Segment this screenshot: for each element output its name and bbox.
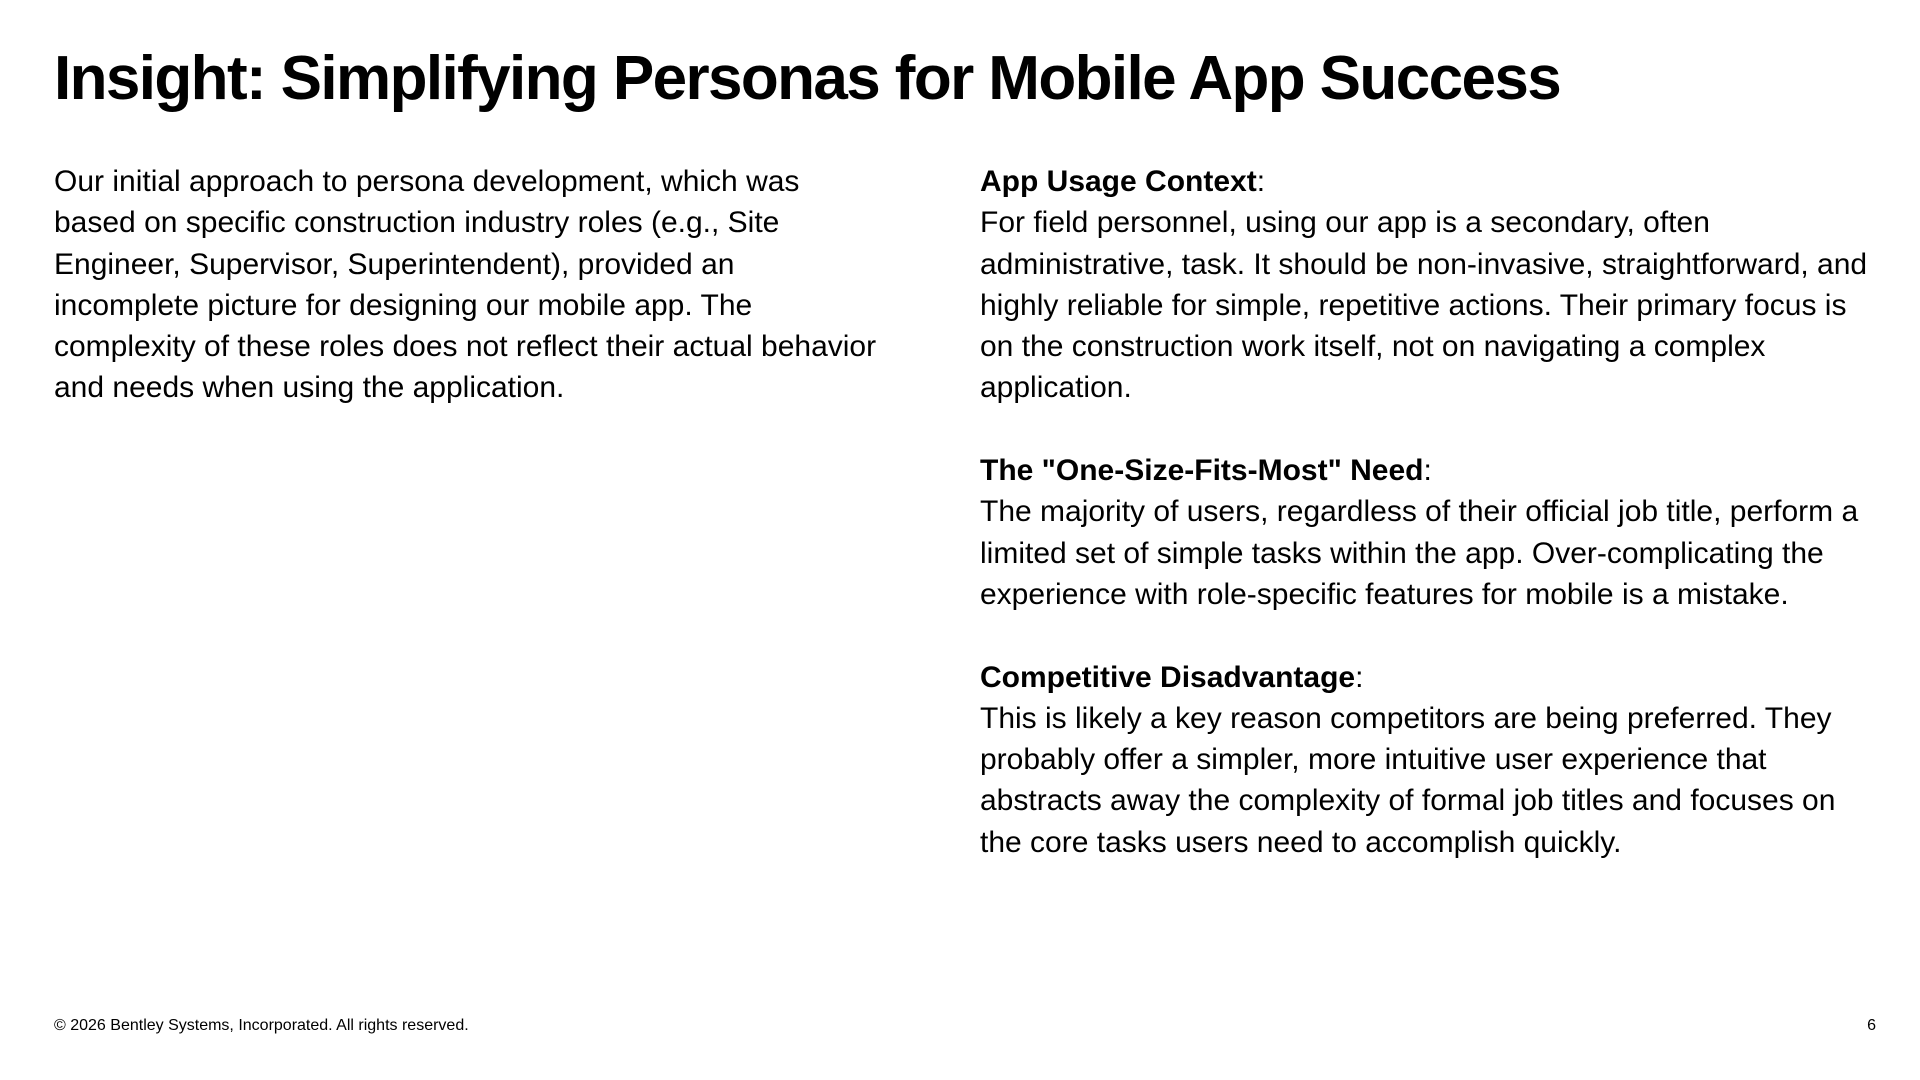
- slide-title: Insight: Simplifying Personas for Mobile App Success: [54, 44, 1561, 113]
- insight-section-competitive: [980, 657, 1880, 863]
- heading-separator: :: [1256, 165, 1266, 198]
- section-body: The majority of users, regardless of their official job title, perform a limited set of simple tasks within the app. Over-complicating the experience with role-specific features for mobile is a mistake.: [980, 495, 1859, 611]
- section-heading-text: Competitive Disadvantage: [980, 660, 1356, 694]
- intro-paragraph: Our initial approach to persona development, which was based on specific construction industry roles (e.g., Site Engineer, Supervisor, Superintendent), provided an incomplete picture for designing our mobile app. The complexity of these roles does not reflect their actual behavior and needs when using the application.: [54, 165, 877, 405]
- section-heading-text: App Usage Context: [980, 165, 1257, 198]
- heading-separator: :: [1423, 454, 1432, 488]
- section-heading: [980, 657, 1880, 698]
- footer-copyright: © 2026 Bentley Systems, Incorporated. All rights reserved.: [54, 1017, 469, 1034]
- section-heading-text: The "One-Size-Fits-Most" Need: [980, 454, 1424, 488]
- section-heading: [980, 161, 1880, 202]
- intro-column: [54, 161, 884, 409]
- section-heading: [980, 450, 1880, 491]
- insights-column: [980, 161, 1880, 863]
- heading-separator: :: [1355, 660, 1364, 694]
- section-body: This is likely a key reason competitors are being preferred. They probably offer a simpler, more intuitive user experience that abstracts away the complexity of formal job titles and focuses on the core tasks users need to accomplish quickly.: [980, 701, 1836, 859]
- insight-section-one-size: [980, 450, 1880, 615]
- page-number: 6: [1867, 1017, 1876, 1034]
- insight-section-app-usage: [980, 161, 1880, 409]
- section-body: For field personnel, using our app is a secondary, often administrative, task. It should be non-invasive, straightforward, and highly reliable for simple, repetitive actions. Their primary focus is on the construction work itself, not on navigating a complex application.: [980, 206, 1868, 405]
